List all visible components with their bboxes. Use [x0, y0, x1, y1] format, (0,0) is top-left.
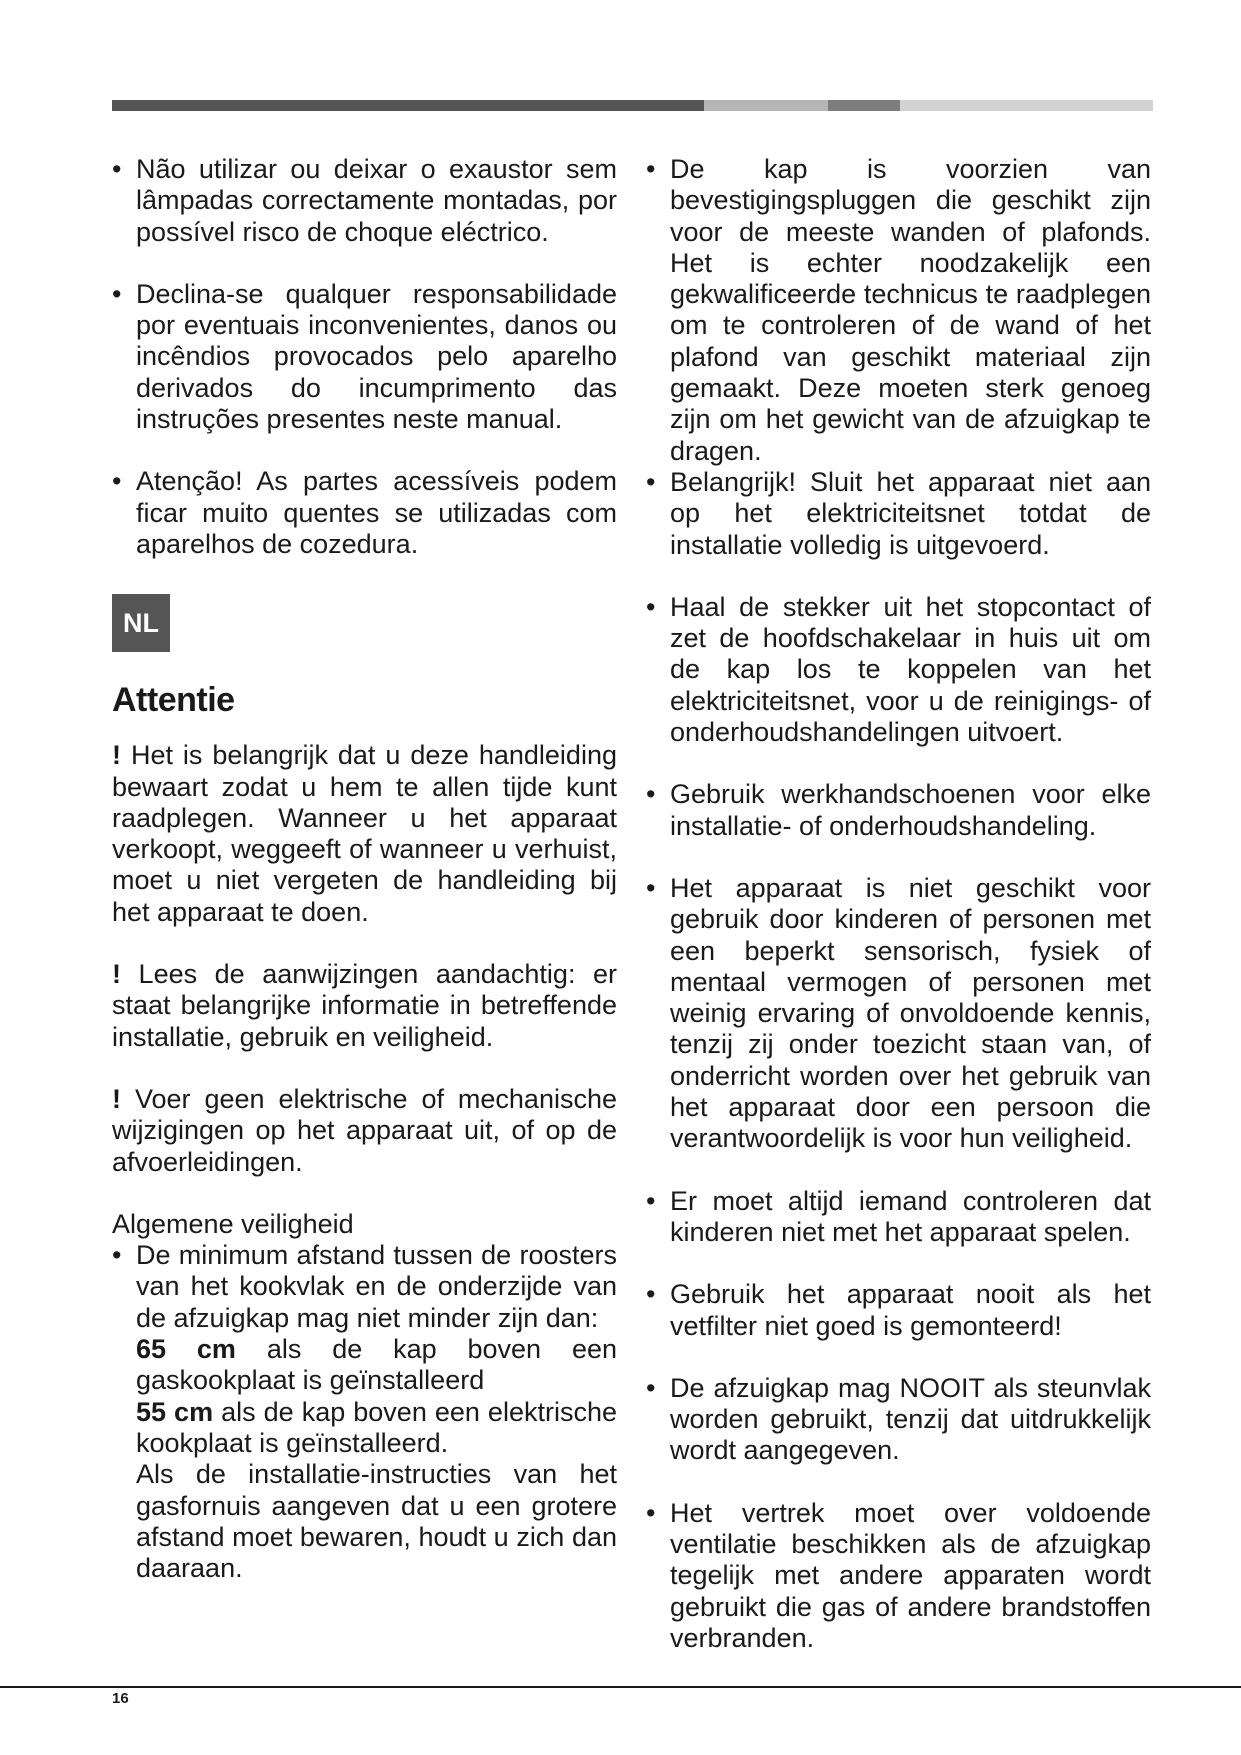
header-bar	[112, 100, 1153, 111]
list-item: • Não utilizar ou deixar o exaustor sem lâmpadas correctamente montadas, por possível risco de choque eléctrico.	[112, 154, 617, 248]
header-bar-segment	[828, 100, 900, 111]
gas-distance-text: als de kap boven een gaskookplaat is geïnstalleerd	[136, 1334, 617, 1396]
attention-note	[112, 959, 617, 1053]
exclamation-icon: !	[112, 740, 121, 771]
note-text: Voer geen elektrische of mechanische wijzigingen op het apparaat uit, of op de afvoerleidingen.	[112, 1083, 617, 1177]
list-item: • Atenção! As partes acessíveis podem ficar muito quentes se utilizadas com aparelhos de cozedura.	[112, 466, 617, 560]
language-badge: NL	[112, 594, 170, 652]
general-safety-list	[112, 1240, 617, 1584]
list-item: • Haal de stekker uit het stopcontact of zet de hoofdschakelaar in huis uit om de kap los te koppelen van het elektriciteitsnet, voor u de reinigings- of onderhoudshandelingen uitvoert.	[646, 592, 1151, 748]
safety-list	[646, 592, 1151, 1654]
distance-intro: De minimum afstand tussen de roosters van het kookvlak en de onderzijde van de afzuigkap mag niet minder zijn dan:	[136, 1240, 617, 1333]
list-item: • De afzuigkap mag NOOIT als steunvlak worden gebruikt, tenzij dat uitdrukkelijk wordt aangegeven.	[646, 1373, 1151, 1467]
electric-distance-text: als de kap boven een elektrische kookplaat is geïnstalleerd.	[136, 1396, 617, 1458]
attention-note	[112, 1084, 617, 1178]
electric-distance-value: 55 cm	[136, 1396, 214, 1427]
list-item: • Declina-se qualquer responsabilidade por eventuais inconvenientes, danos ou incêndios provocados pelo aparelho derivados do incumprimento das instruções presentes neste manual.	[112, 279, 617, 435]
footer-rule	[0, 1686, 1241, 1688]
note-text: Het is belangrijk dat u deze handleiding bewaart zodat u hem te allen tijde kunt raadplegen. Wanneer u het apparaat verkoopt, weggeeft of wanneer u verhuist, moet u niet vergeten de handleiding bij het apparaat te doen.	[112, 740, 617, 927]
list-item: • Het vertrek moet over voldoende ventilatie beschikken als de afzuigkap tegelijk met andere apparaten wordt gebruikt die gas of andere brandstoffen verbranden.	[646, 1498, 1151, 1654]
list-item: • De kap is voorzien van bevestigingspluggen die geschikt zijn voor de meeste wanden of plafonds. Het is echter noodzakelijk een gekwalificeerde technicus te raadplegen om te controleren of de wand of het plafond van geschikt materiaal zijn gemaakt. Deze moeten sterk genoeg zijn om het gewicht van de afzuigkap te dragen.	[646, 154, 1151, 467]
list-item: • Gebruik het apparaat nooit als het vetfilter niet goed is gemonteerd!	[646, 1279, 1151, 1342]
exclamation-icon: !	[112, 959, 121, 990]
distance-outro: Als de installatie-instructies van het gasfornuis aangeven dat u een grotere afstand moet bewaren, houdt u zich dan daaraan.	[136, 1459, 617, 1584]
right-column	[646, 154, 1151, 1654]
left-column	[112, 154, 617, 1584]
installation-list	[646, 154, 1151, 561]
portuguese-safety-list	[112, 154, 617, 560]
gas-distance-value: 65 cm	[136, 1334, 236, 1365]
subheading: Algemene veiligheid	[112, 1208, 354, 1239]
page-number: 16	[112, 1690, 129, 1707]
list-item: • Er moet altijd iemand controleren dat kinderen niet met het apparaat spelen.	[646, 1186, 1151, 1249]
attention-note	[112, 740, 617, 928]
list-item: • Het apparaat is niet geschikt voor gebruik door kinderen of personen met een beperkt sensorisch, fysiek of mentaal vermogen of personen met weinig ervaring of onvoldoende kennis, tenzij zij onder toezicht staan van, of onderricht worden over het gebruik van het apparaat door een persoon die verantwoordelijk is voor hun veiligheid.	[646, 873, 1151, 1155]
header-bar-segment	[900, 100, 1153, 111]
list-item: • Gebruik werkhandschoenen voor elke installatie- of onderhoudshandeling.	[646, 779, 1151, 842]
header-bar-segment	[112, 100, 704, 111]
list-item	[112, 1240, 617, 1584]
exclamation-icon: !	[112, 1083, 121, 1114]
note-text: Lees de aanwijzingen aandachtig: er staat belangrijke informatie in betreffende installatie, gebruik en veiligheid.	[112, 959, 617, 1052]
header-bar-segment	[704, 100, 828, 111]
list-item: • Belangrijk! Sluit het apparaat niet aan op het elektriciteitsnet totdat de installatie volledig is uitgevoerd.	[646, 467, 1151, 561]
section-title: Attentie	[112, 681, 235, 720]
